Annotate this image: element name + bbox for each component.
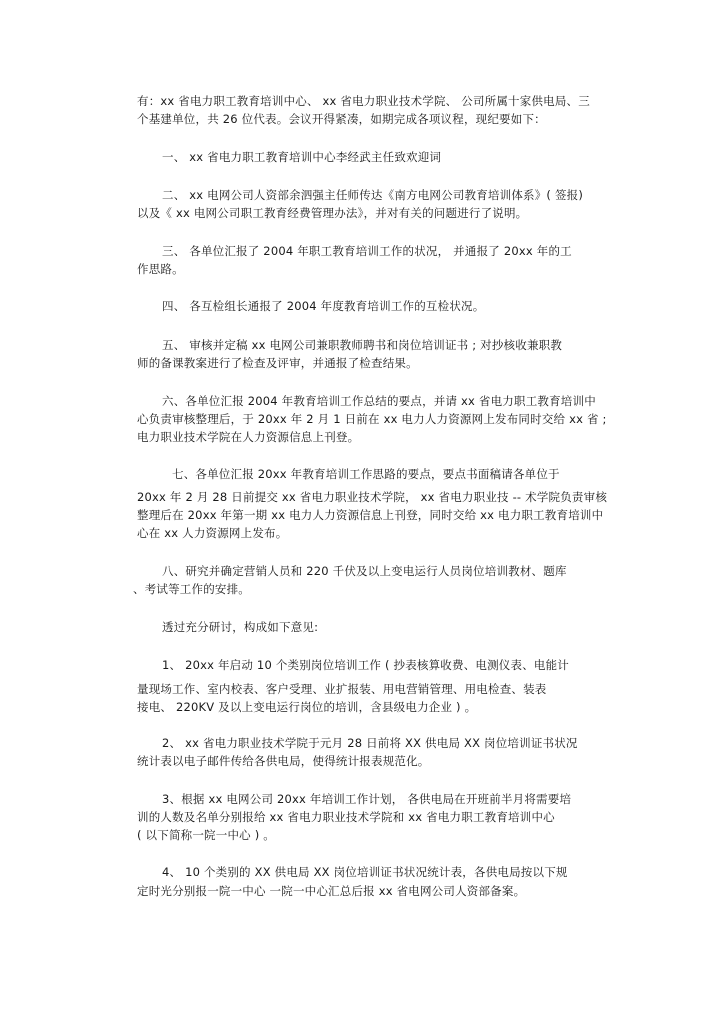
- item-5-line-1: 五、 审核并定稿 xx 电网公司兼职教师聘书和岗位培训证书 ; 对抄核收兼职教: [162, 338, 563, 352]
- item-2-line-2: 以及《 xx 电网公司职工教育经费管理办法》，并对有关的问题进行了说明。: [137, 206, 528, 220]
- item-5-line-2: 师的备课教案进行了检查及评审，并通报了检查结果。: [137, 356, 418, 370]
- item-7-line-2: 20xx 年 2 月 28 日前提交 xx 省电力职业技术学院， xx 省电力职业技 -- 术学院负责审核: [137, 490, 608, 504]
- opinion-2-line-2: 统计表以电子邮件传给各供电局，使得统计报表规范化。: [137, 754, 430, 768]
- item-1-line-1: 一、 xx 省电力职工教育培训中心李经武主任致欢迎词: [162, 150, 442, 164]
- opinion-2-line-1: 2、 xx 省电力职业技术学院于元月 28 日前将 XX 供电局 XX 岗位培训证书状况: [162, 736, 578, 750]
- opinion-3-line-2: 训的人数及名单分别报给 xx 省电力职业技术学院和 xx 省电力职工教育培训中心: [137, 810, 555, 824]
- item-8-line-1: 八、研究并确定营销人员和 220 千伏及以上变电运行人员岗位培训教材、题库: [162, 564, 567, 578]
- item-7-line-1: 七、各单位汇报 20xx 年教育培训工作思路的要点，要点书面稿请各单位于: [172, 467, 560, 481]
- item-3-line-2: 作思路。: [137, 262, 184, 276]
- item-7-line-3: 整理后在 20xx 年第一期 xx 电力人力资源信息上刊登，同时交给 xx 电力职工教育培训中: [137, 508, 604, 522]
- intro-line-2: 个基建单位，共 26 位代表。会议开得紧凑，如期完成各项议程，现纪要如下：: [137, 112, 546, 126]
- opinion-1-line-1: 1、 20xx 年启动 10 个类别岗位培训工作 ( 抄表核算收费、电测仪表、电能计: [162, 658, 570, 672]
- item-7-line-4: 心在 xx 人力资源网上发布。: [137, 526, 288, 540]
- item-8-line-2: 、考试等工作的安排。: [133, 582, 250, 596]
- opinion-4-line-1: 4、 10 个类别的 XX 供电局 XX 岗位培训证书状况统计表，各供电局按以下规: [162, 865, 568, 879]
- item-6-line-3: 电力职业技术学院在人力资源信息上刊登。: [137, 430, 360, 444]
- discussion-line: 透过充分研讨，构成如下意见:: [162, 620, 319, 634]
- opinion-4-line-2: 定时光分别报一院一中心 一院一中心汇总后报 xx 省电网公司人资部备案。: [137, 884, 526, 898]
- opinion-3-line-1: 3、根据 xx 电网公司 20xx 年培训工作计划， 各供电局在开班前半月将需要培: [162, 792, 572, 806]
- opinion-1-line-2: 量现场工作、室内校表、客户受理、业扩报装、用电营销管理、用电检查、装表: [137, 682, 547, 696]
- item-2-line-1: 二、 xx 电网公司人资部余泗强主任师传达《南方电网公司教育培训体系》( 签报): [162, 188, 584, 202]
- item-6-line-2: 心负责审核整理后，于 20xx 年 2 月 1 日前在 xx 电力人力资源网上发布同时交给 xx 省 ;: [137, 412, 607, 426]
- opinion-3-line-3: ( 以下简称一院一中心 ) 。: [137, 828, 275, 842]
- intro-line-1: 有：xx 省电力职工教育培训中心、 xx 省电力职业技术学院、 公司所属十家供电局、三: [137, 94, 590, 108]
- opinion-1-line-3: 接电、 220KV 及以上变电运行岗位的培训，含县级电力企业 ) 。: [137, 700, 477, 714]
- item-4-line-1: 四、 各互检组长通报了 2004 年度教育培训工作的互检状况。: [162, 299, 485, 313]
- item-6-line-1: 六、各单位汇报 2004 年教育培训工作总结的要点，并请 xx 省电力职工教育培训中: [162, 394, 596, 408]
- item-3-line-1: 三、 各单位汇报了 2004 年职工教育培训工作的状况， 并通报了 20xx 年的工: [162, 244, 572, 258]
